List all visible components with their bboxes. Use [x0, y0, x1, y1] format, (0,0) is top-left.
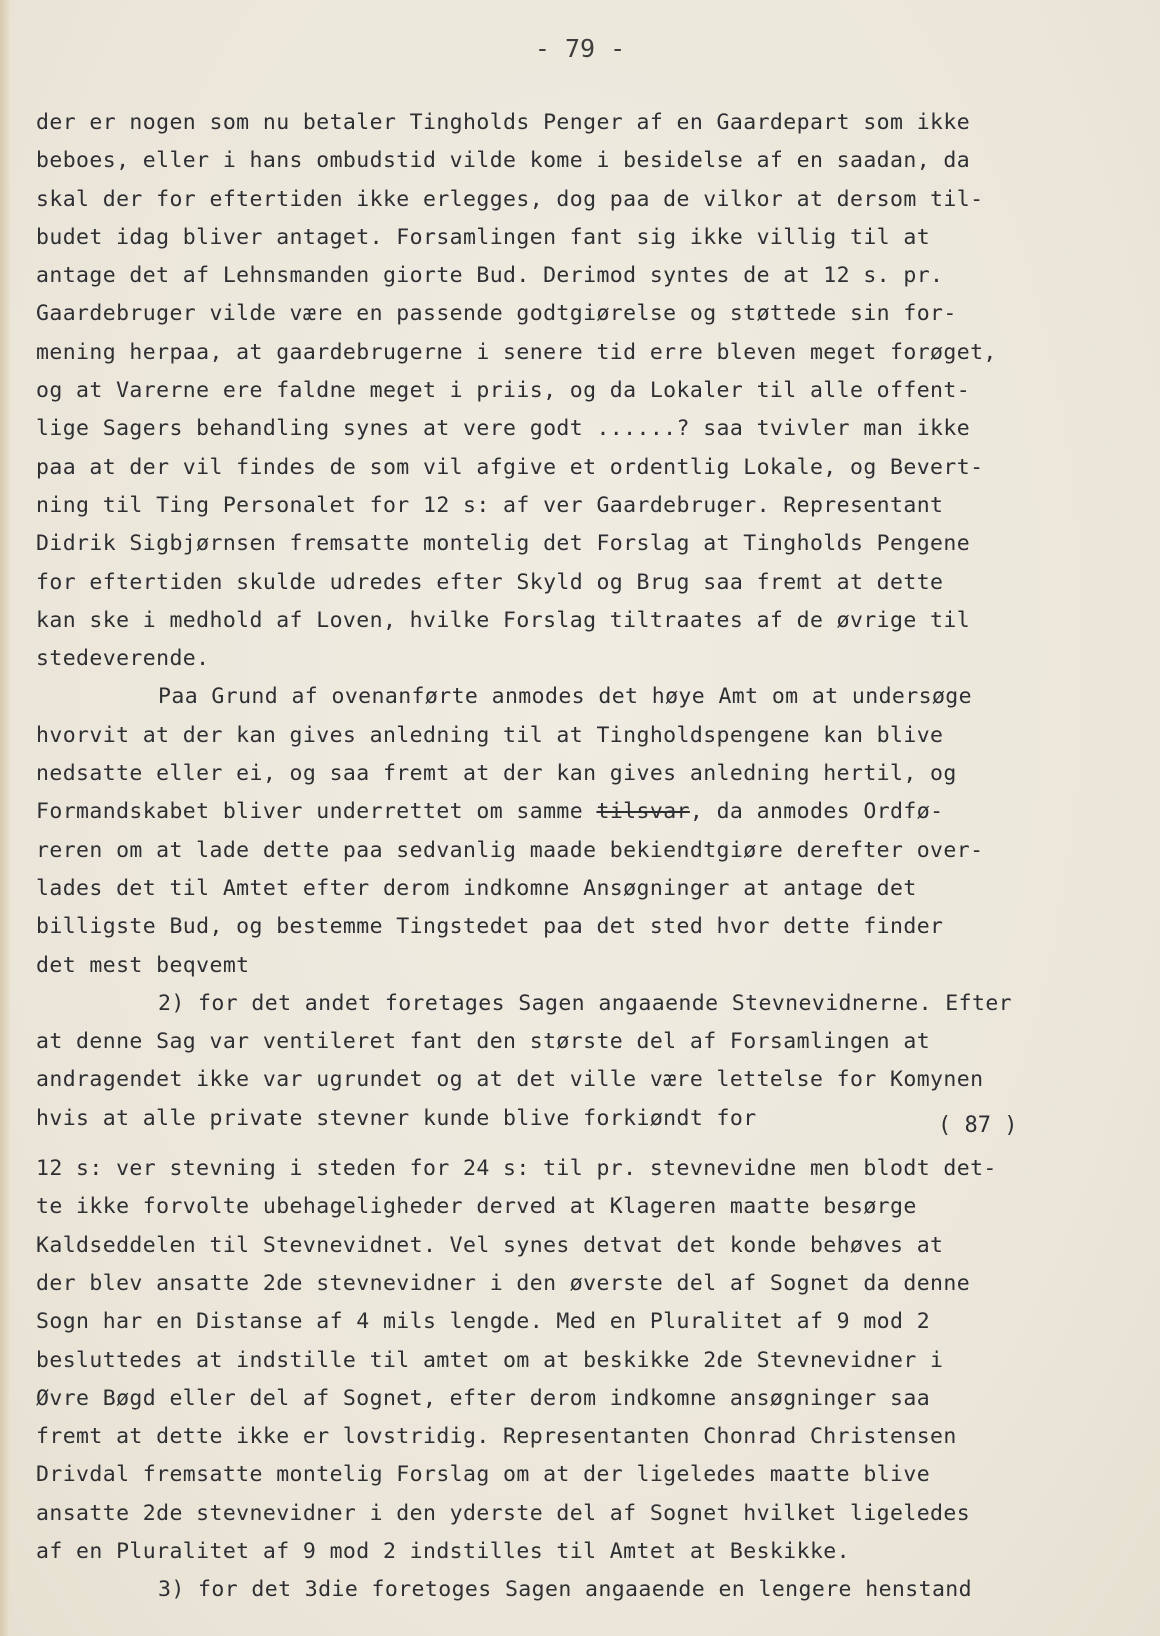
text-line-paragraph-start: 2) for det andet foretages Sagen angaaende Stevnevidnerne. Efter [158, 990, 1013, 1016]
text-line: Gaardebruger vilde være en passende godtgiørelse og støttede sin for- [36, 301, 957, 327]
text-line: Øvre Bøgd eller del af Sognet, efter derom indkomne ansøgninger saa [36, 1385, 931, 1411]
text-line: af en Pluralitet af 9 mod 2 indstilles til Amtet at Beskikke. [36, 1538, 850, 1564]
text-line: reren om at lade dette paa sedvanlig maade bekiendtgiøre derefter over- [36, 837, 984, 863]
text-line-with-strikeout [36, 793, 1146, 831]
typed-text-body [36, 104, 1146, 1610]
text-line: for eftertiden skulde udredes efter Skyld og Brug saa fremt at dette [36, 569, 944, 595]
text-line: ning til Ting Personalet for 12 s: af ver Gaardebruger. Representant [36, 492, 944, 518]
text-segment: , da anmodes Ordfø- [689, 799, 944, 825]
text-line: billigste Bud, og bestemme Tingstedet paa det sted hvor dette finder [36, 914, 944, 940]
text-line: kan ske i medhold af Loven, hvilke Forslag tiltraates af de øvrige til [36, 607, 971, 633]
text-line: andragendet ikke var ugrundet og at det ville være lettelse for Komynen [36, 1067, 984, 1093]
text-line: nedsatte eller ei, og saa fremt at der kan gives anledning hertil, og [36, 761, 957, 787]
text-line: lige Sagers behandling synes at vere godt ......? saa tvivler man ikke [36, 416, 971, 442]
text-line-paragraph-start: Paa Grund af ovenanførte anmodes det høye Amt om at undersøge [158, 684, 972, 710]
text-line: Didrik Sigbjørnsen fremsatte montelig det Forslag at Tingholds Pengene [36, 531, 971, 557]
text-line: skal der for eftertiden ikke erlegges, dog paa de vilkor at dersom til- [36, 186, 984, 212]
text-line-paragraph-start: 3) for det 3die foretoges Sagen angaaende en lengere henstand [158, 1577, 972, 1603]
text-line: Sogn har en Distanse af 4 mils lengde. Med en Pluralitet af 9 mod 2 [36, 1309, 931, 1335]
text-line: antage det af Lehnsmanden giorte Bud. Derimod syntes de at 12 s. pr. [36, 263, 944, 289]
text-line: hvis at alle private stevner kunde blive forkiøndt for [36, 1105, 757, 1131]
text-line: stedeverende. [36, 646, 210, 672]
text-line: der er nogen som nu betaler Tingholds Penger af en Gaardepart som ikke [36, 110, 971, 135]
page-number: - 79 - [534, 34, 626, 63]
text-line: mening herpaa, at gaardebrugerne i senere tid erre bleven meget forøget, [36, 339, 997, 365]
text-line: besluttedes at indstille til amtet om at beskikke 2de Stevnevidner i [36, 1347, 944, 1373]
text-line: lades det til Amtet efter derom indkomne Ansøgninger at antage det [36, 875, 917, 901]
text-line: hvorvit at der kan gives anledning til at Tingholdspengene kan blive [36, 722, 944, 748]
text-line: og at Varerne ere faldne meget i priis, og da Lokaler til alle offent- [36, 378, 971, 404]
text-line: budet idag bliver antaget. Forsamlingen fant sig ikke villig til at [36, 224, 931, 250]
text-line: ansatte 2de stevnevidner i den yderste del af Sognet hvilket ligeledes [36, 1500, 971, 1526]
text-line: Drivdal fremsatte montelig Forslag om at der ligeledes maatte blive [36, 1462, 931, 1488]
text-line: at denne Sag var ventileret fant den største del af Forsamlingen at [36, 1029, 931, 1055]
text-line: der blev ansatte 2de stevnevidner i den øverste del af Sognet da denne [36, 1270, 971, 1296]
text-line: Kaldseddelen til Stevnevidnet. Vel synes detvat det konde behøves at [36, 1232, 944, 1258]
struck-out-word: tilsvar [596, 799, 690, 825]
text-line: te ikke forvolte ubehageligheder derved at Klageren maatte besørge [36, 1194, 917, 1220]
text-line: fremt at dette ikke er lovstridig. Representanten Chonrad Christensen [36, 1424, 957, 1450]
sheet-number-mark: ( 87 ) [938, 1113, 1018, 1138]
text-segment: Formandskabet bliver underrettet om samme [36, 799, 584, 825]
text-line: det mest beqvemt [36, 952, 250, 978]
text-line: beboes, eller i hans ombudstid vilde kome i besidelse af en saadan, da [36, 148, 971, 174]
page-edge-shadow [0, 0, 10, 1636]
text-line: paa at der vil findes de som vil afgive et ordentlig Lokale, og Bevert- [36, 454, 984, 480]
text-line: 12 s: ver stevning i steden for 24 s: til pr. stevnevidne men blodt det- [36, 1156, 997, 1182]
